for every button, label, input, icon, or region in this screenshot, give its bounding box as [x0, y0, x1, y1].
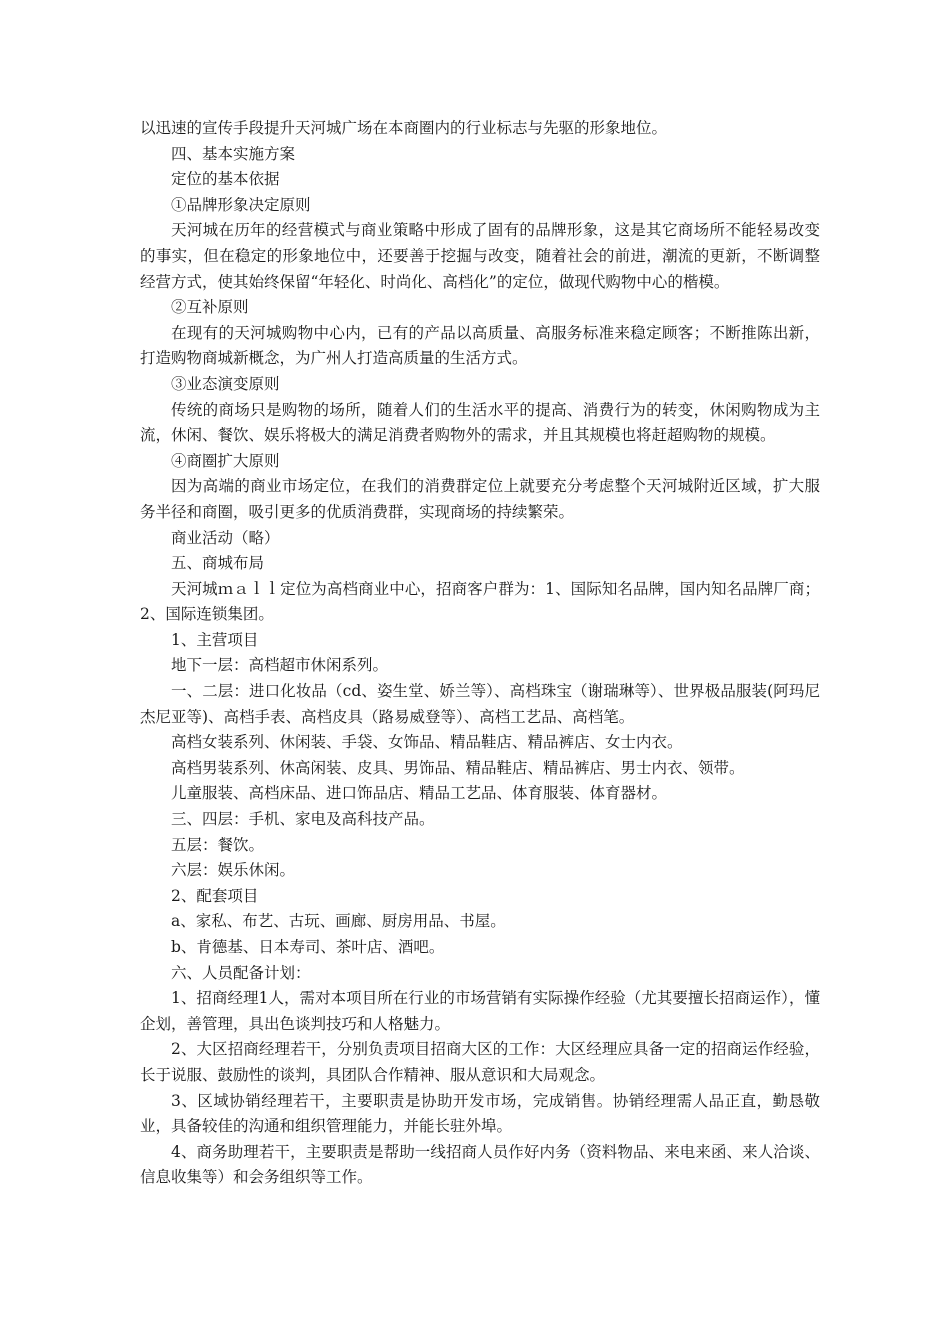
list-womens: 高档女装系列、休闲装、手袋、女饰品、精品鞋店、精品裤店、女士内衣。	[171, 733, 683, 752]
paragraph-brand: 天河城在历年的经营模式与商业策略中形成了固有的品牌形象，这是其它商场所不能轻易改变的事实，但在稳定的形象地位中，还要善于挖掘与改变，随着社会的前进，潮流的更新，不断调整经营方式，使其始终保留“年轻化、时尚化、高档化”的定位，做现代购物中心的楷模。	[140, 221, 820, 291]
staffing-item-1: 1、招商经理1人，需对本项目所在行业的市场营销有实际操作经验（尤其要擅长招商运作），懂企划，善管理，具出色谈判技巧和人格魅力。	[140, 989, 820, 1033]
floor-basement: 地下一层：高档超市休闲系列。	[171, 656, 389, 675]
staffing-item-2: 2、大区招商经理若干，分别负责项目招商大区的工作：大区经理应具备一定的招商运作经验，长于说服、鼓励性的谈判，具团队合作精神、服从意识和大局观念。	[140, 1040, 820, 1084]
section-heading-layout: 五、商城布局	[171, 554, 265, 573]
floor-one-two: 一、二层：进口化妆品（cd、姿生堂、娇兰等）、高档珠宝（谢瑞琳等）、世界极品服装(阿玛尼杰尼亚等)、高档手表、高档皮具（路易威登等）、高档工艺品、高档笔。	[140, 682, 820, 726]
paragraph-expansion: 因为高端的商业市场定位，在我们的消费群定位上就要充分考虑整个天河城附近区域，扩大服务半径和商圈，吸引更多的优质消费群，实现商场的持续繁荣。	[140, 477, 820, 521]
paragraph-continuation: 以迅速的宣传手段提升天河城广场在本商圈内的行业标志与先驱的形象地位。	[140, 119, 668, 137]
floor-five: 五层：餐饮。	[171, 835, 265, 854]
supporting-item-a: a、家私、布艺、古玩、画廊、厨房用品、书屋。	[171, 912, 506, 931]
list-children: 儿童服装、高档床品、进口饰品店、精品工艺品、体育服装、体育器材。	[171, 784, 668, 803]
principle-heading-expansion: ④商圈扩大原则	[171, 451, 280, 470]
principle-heading-brand: ①品牌形象决定原则	[171, 195, 311, 214]
list-mens: 高档男装系列、休高闲装、皮具、男饰品、精品鞋店、精品裤店、男士内衣、领带。	[171, 758, 745, 777]
floor-three-four: 三、四层：手机、家电及高科技产品。	[171, 810, 435, 829]
section-heading-implementation: 四、基本实施方案	[171, 144, 296, 163]
subheading-positioning-basis: 定位的基本依据	[171, 170, 280, 189]
staffing-item-4: 4、商务助理若干，主要职责是帮助一线招商人员作好内务（资料物品、来电来函、来人洽谈、信息收集等）和会务组织等工作。	[140, 1142, 820, 1187]
principle-heading-format: ③业态演变原则	[171, 374, 280, 393]
paragraph-mall-positioning: 天河城ｍａｌｌ定位为高档商业中心，招商客户群为：1、国际知名品牌，国内知名品牌厂商；2、国际连锁集团。	[140, 579, 820, 624]
principle-heading-complement: ②互补原则	[171, 298, 249, 317]
section-heading-staffing: 六、人员配备计划：	[171, 963, 311, 982]
subheading-main-items: 1、主营项目	[171, 630, 259, 649]
staffing-item-3: 3、区域协销经理若干，主要职责是协助开发市场，完成销售。协销经理需人品正直，勤恳敬业，具备较佳的沟通和组织管理能力，并能长驻外埠。	[140, 1091, 820, 1136]
document-body	[140, 116, 820, 1191]
floor-six: 六层：娱乐休闲。	[171, 861, 296, 880]
supporting-item-b: b、肯德基、日本寿司、茶叶店、酒吧。	[171, 938, 445, 956]
paragraph-complement: 在现有的天河城购物中心内，已有的产品以高质量、高服务标准来稳定顾客；不断推陈出新，打造购物商城新概念，为广州人打造高质量的生活方式。	[140, 323, 820, 368]
subheading-supporting-items: 2、配套项目	[171, 886, 259, 905]
subheading-activities: 商业活动（略）	[171, 528, 280, 547]
paragraph-format: 传统的商场只是购物的场所，随着人们的生活水平的提高、消费行为的转变，休闲购物成为主流，休闲、餐饮、娱乐将极大的满足消费者购物外的需求，并且其规模也将赶超购物的规模。	[140, 400, 820, 445]
